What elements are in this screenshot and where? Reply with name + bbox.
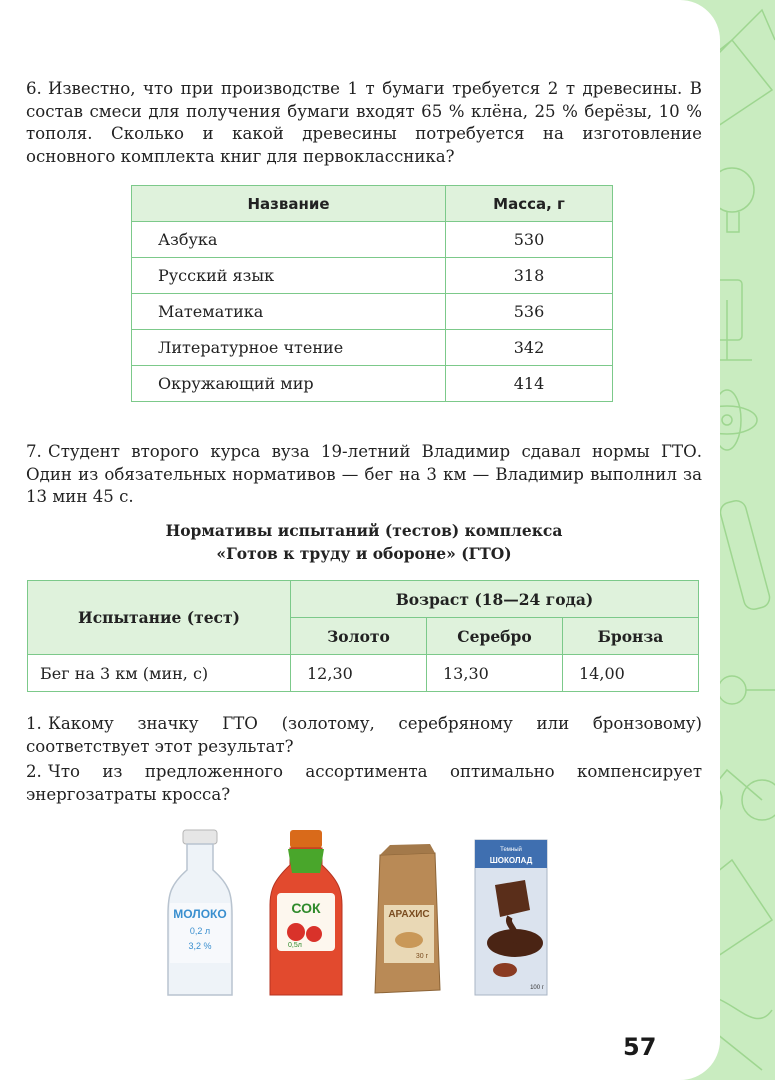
table-row [132, 294, 613, 330]
gto-norms-table [27, 580, 699, 692]
chocolate-bar-icon [475, 840, 547, 995]
page-number: 57 [623, 1033, 657, 1061]
header-test: Испытание (тест) [28, 581, 291, 655]
table-row [132, 258, 613, 294]
header-mass: Масса, г [446, 186, 613, 222]
books-mass-table [131, 185, 613, 402]
header-name: Название [132, 186, 446, 222]
task-7 [26, 441, 702, 509]
juice-bottle-icon [270, 830, 342, 995]
task-text: Студент второго курса вуза 19-летний Владимир сдавал нормы ГТО. Один из обязательных нормативов — бег на 3 км — Владимир выполнил за 13 мин 45 с. [26, 442, 702, 506]
table-header-row [132, 186, 613, 222]
table-row [132, 330, 613, 366]
gold-value: 12,30 [291, 655, 427, 692]
question-1 [26, 713, 702, 758]
book-name: Математика [132, 294, 446, 330]
caption-line-1: Нормативы испытаний (тестов) комплекса [165, 521, 563, 540]
book-mass: 536 [446, 294, 613, 330]
silver-value: 13,30 [427, 655, 563, 692]
header-silver: Серебро [427, 618, 563, 655]
chocolate-label: ШОКОЛАД [489, 856, 533, 865]
chocolate-brand: Темный [500, 847, 522, 853]
products-illustration [160, 825, 580, 1005]
table-caption [26, 519, 702, 565]
bronze-value: 14,00 [563, 655, 699, 692]
question-text: Какому значку ГТО (золотому, серебряному или бронзовому) соответствует этот результат? [26, 714, 702, 756]
question-text: Что из предложенного ассортимента оптимально компенсирует энергозатраты кросса? [26, 762, 702, 804]
juice-volume: 0,5л [288, 942, 302, 949]
question-number: 2. [26, 762, 42, 781]
peanut-bag-icon [375, 844, 440, 993]
peanut-label: АРАХИС [388, 909, 430, 920]
peanut-weight: 30 г [415, 953, 429, 960]
task-number: 6. [26, 79, 42, 98]
book-mass: 342 [446, 330, 613, 366]
caption-line-2: «Готов к труду и обороне» (ГТО) [216, 544, 512, 563]
milk-label: МОЛОКО [173, 907, 227, 921]
question-2 [26, 761, 702, 806]
book-name: Окружающий мир [132, 366, 446, 402]
header-age: Возраст (18—24 года) [291, 581, 699, 618]
table-row [132, 366, 613, 402]
question-number: 1. [26, 714, 42, 733]
table-row [28, 655, 699, 692]
book-mass: 414 [446, 366, 613, 402]
book-mass: 318 [446, 258, 613, 294]
task-text: Известно, что при производстве 1 т бумаги требуется 2 т древесины. В состав смеси для получения бумаги входят 65 % клёна, 25 % берёзы, 10 % тополя. Сколько и какой древесины потребуется на изготовление основного комплекта книг для первоклассника? [26, 79, 702, 166]
header-bronze: Бронза [563, 618, 699, 655]
milk-bottle-icon [168, 830, 232, 995]
book-name: Русский язык [132, 258, 446, 294]
milk-fat: 3,2 % [188, 941, 212, 951]
test-name: Бег на 3 км (мин, с) [28, 655, 291, 692]
task-6 [26, 78, 702, 168]
task-number: 7. [26, 442, 42, 461]
header-gold: Золото [291, 618, 427, 655]
chocolate-weight: 100 г [530, 985, 544, 991]
milk-volume: 0,2 л [189, 926, 211, 936]
book-mass: 530 [446, 222, 613, 258]
juice-label: СОК [291, 900, 321, 916]
table-row [132, 222, 613, 258]
book-name: Литературное чтение [132, 330, 446, 366]
book-name: Азбука [132, 222, 446, 258]
table-header-row [28, 581, 699, 618]
